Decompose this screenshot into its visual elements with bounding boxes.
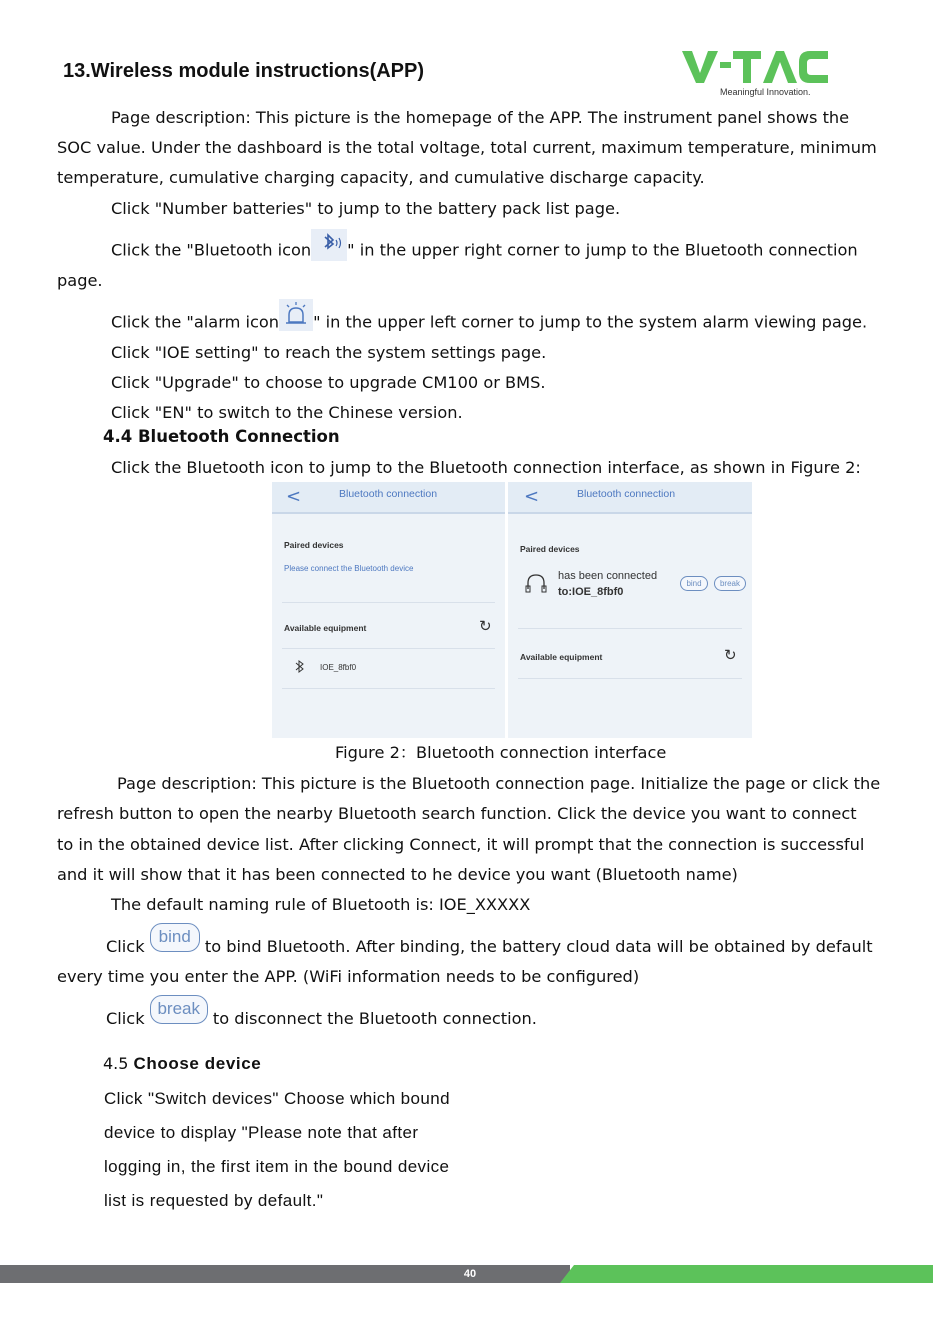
bind-instruction-cont: every time you enter the APP. (WiFi information needs to be configured) xyxy=(57,967,640,986)
divider xyxy=(282,688,495,689)
divider xyxy=(518,628,742,629)
section-45-title: Choose device xyxy=(133,1054,262,1073)
device-list-item[interactable]: IOE_8fbf0 xyxy=(320,663,357,672)
break-button-icon: break xyxy=(150,995,208,1024)
break-instruction xyxy=(106,999,537,1034)
break-click-text: Click xyxy=(106,1009,145,1028)
connected-status-line2: to:IOE_8fbf0 xyxy=(558,586,624,598)
homepage-desc-line1: Page description: This picture is the homepage of the APP. The instrument panel shows the xyxy=(111,108,850,127)
page-number: 40 xyxy=(463,1268,477,1280)
back-button[interactable]: < xyxy=(286,486,302,507)
divider xyxy=(518,678,742,679)
screen-title: Bluetooth connection xyxy=(339,488,438,500)
bt-desc-line2: refresh button to open the nearby Bluetooth search function. Click the device you want to connect xyxy=(57,804,857,823)
bt-instruction-pre: Click the "Bluetooth icon xyxy=(111,240,312,260)
connected-status-line1: has been connected xyxy=(558,570,658,582)
bt-desc-line3: to in the obtained device list. After clicking Connect, it will prompt that the connection is successful xyxy=(57,835,865,854)
section-45-line4: list is requested by default." xyxy=(104,1191,324,1210)
upgrade-text: Click "Upgrade" to choose to upgrade CM100 or BMS. xyxy=(111,373,546,392)
figure-caption: Figure 2：Bluetooth connection interface xyxy=(335,743,667,762)
paired-devices-label: Paired devices xyxy=(284,540,344,550)
bt-desc-line1: Page description: This picture is the Bluetooth connection page. Initialize the page or click the xyxy=(117,774,881,793)
divider xyxy=(282,602,495,603)
back-button[interactable]: < xyxy=(524,486,540,507)
section-45-line2: device to display "Please note that after xyxy=(104,1123,419,1142)
section-44-intro: Click the Bluetooth icon to jump to the Bluetooth connection interface, as shown in Figure 2: xyxy=(111,458,861,477)
headphones-icon xyxy=(525,572,547,598)
vtac-logo xyxy=(680,47,830,99)
number-batteries-text: Click "Number batteries" to jump to the battery pack list page. xyxy=(111,199,621,218)
section-45-line1: Click "Switch devices" Choose which bound xyxy=(104,1089,450,1108)
alarm-icon xyxy=(279,299,313,331)
bluetooth-icon-instruction xyxy=(111,235,858,267)
refresh-icon[interactable]: ↻ xyxy=(724,646,737,664)
section-title: 13.Wireless module instructions(APP) xyxy=(63,60,425,82)
connect-prompt: Please connect the Bluetooth device xyxy=(284,564,414,573)
available-equipment-label: Available equipment xyxy=(520,652,603,662)
alarm-icon-instruction xyxy=(111,307,867,339)
screen-title: Bluetooth connection xyxy=(577,488,676,500)
bt-desc-line4: and it will show that it has been connected to he device you want (Bluetooth name) xyxy=(57,865,738,884)
section-45-line3: logging in, the first item in the bound device xyxy=(104,1157,450,1176)
bt-screen-unpaired xyxy=(272,482,505,738)
paired-devices-label: Paired devices xyxy=(520,544,580,554)
alarm-instruction-pre: Click the "alarm icon xyxy=(111,312,280,332)
homepage-desc-line2: SOC value. Under the dashboard is the total voltage, total current, maximum temperature, minimum xyxy=(57,138,877,157)
bt-instruction-post: " in the upper right corner to jump to the Bluetooth connection xyxy=(347,240,858,260)
logo-tagline: Meaningful Innovation. xyxy=(720,87,811,97)
section-44-heading: 4.4 Bluetooth Connection xyxy=(103,427,340,446)
refresh-icon[interactable]: ↻ xyxy=(479,617,492,635)
bind-button[interactable]: bind xyxy=(680,576,708,591)
divider xyxy=(282,648,495,649)
footer-bar-green xyxy=(560,1265,933,1283)
homepage-desc-line3: temperature, cumulative charging capacity, and cumulative discharge capacity. xyxy=(57,168,705,187)
en-text: Click "EN" to switch to the Chinese version. xyxy=(111,403,463,422)
section-45-number: 4.5 xyxy=(103,1054,129,1073)
naming-rule: The default naming rule of Bluetooth is: IOE_XXXXX xyxy=(111,895,531,914)
bluetooth-device-icon xyxy=(294,659,306,679)
break-button[interactable]: break xyxy=(714,576,746,591)
bt-screen-paired xyxy=(508,482,752,738)
bind-post-text: to bind Bluetooth. After binding, the battery cloud data will be obtained by default xyxy=(204,937,873,956)
available-equipment-label: Available equipment xyxy=(284,623,367,633)
ioe-setting-text: Click "IOE setting" to reach the system settings page. xyxy=(111,343,547,362)
alarm-instruction-post: " in the upper left corner to jump to the system alarm viewing page. xyxy=(313,312,868,332)
break-post-text: to disconnect the Bluetooth connection. xyxy=(212,1009,537,1028)
bind-button-icon: bind xyxy=(150,923,200,952)
bind-instruction xyxy=(106,927,873,962)
bind-click-text: Click xyxy=(106,937,145,956)
bt-instruction-cont: page. xyxy=(57,271,103,290)
section-45-heading xyxy=(103,1054,261,1074)
bluetooth-icon xyxy=(311,229,347,261)
